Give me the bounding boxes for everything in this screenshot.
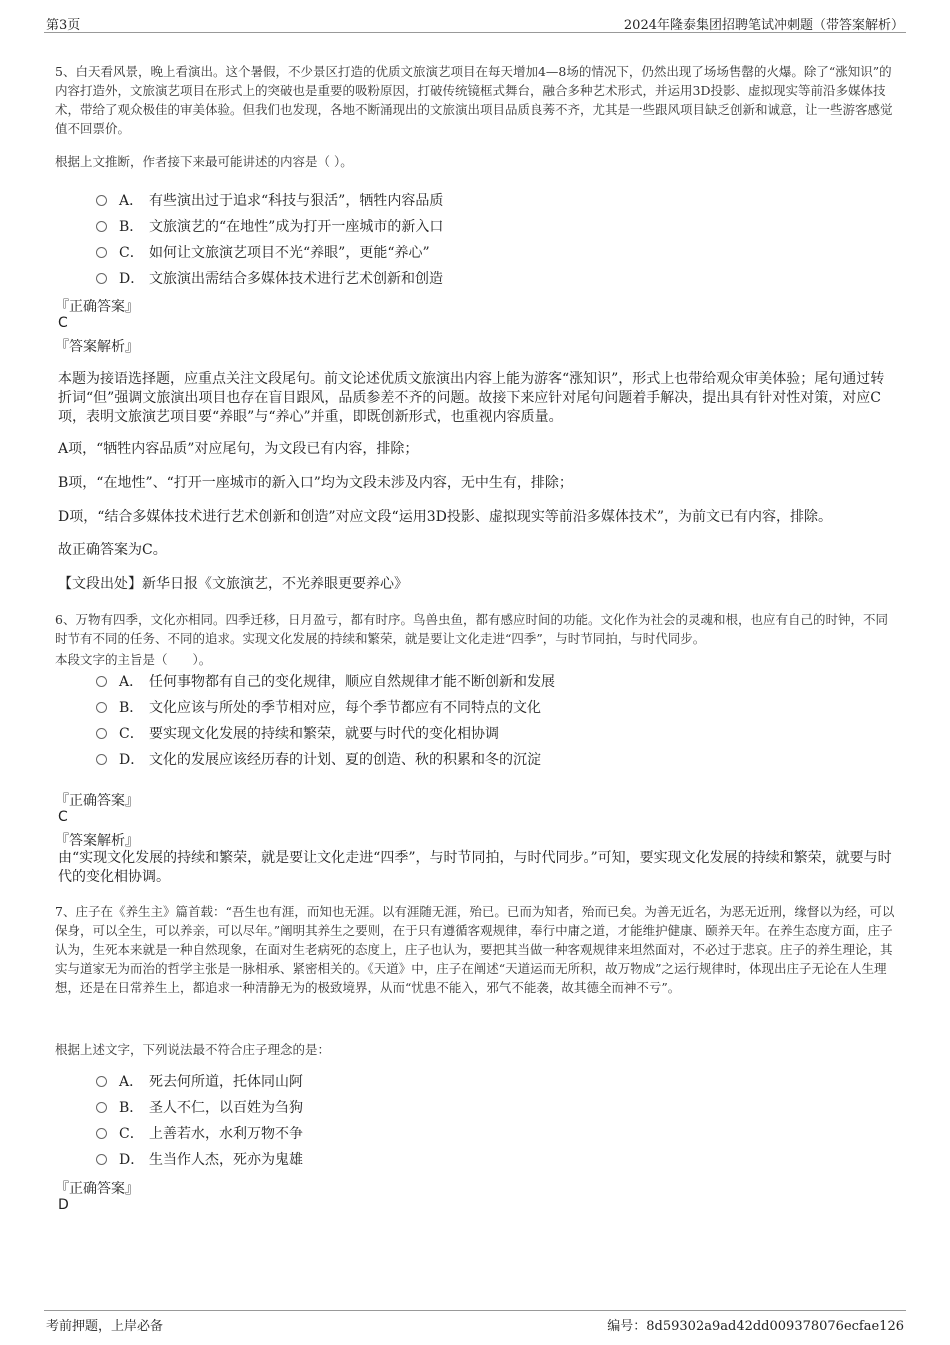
radio-icon[interactable] bbox=[96, 221, 107, 232]
q5-source: 【文段出处】新华日报《文旅演艺，不光养眼更要养心》 bbox=[58, 576, 408, 592]
q6-analysis-label: 『答案解析』 bbox=[55, 833, 139, 849]
page-header bbox=[44, 12, 906, 33]
q5-conclusion: 故正确答案为C。 bbox=[58, 542, 167, 558]
q5-exclude-a: A项，“牺牲内容品质”对应尾句，为文段已有内容，排除； bbox=[58, 441, 419, 457]
q7-question: 根据上述文字，下列说法最不符合庄子理念的是： bbox=[55, 1042, 331, 1057]
q5-stem: 5、白天看风景，晚上看演出。这个暑假，不少景区打造的优质文旅演艺项目在每天增加4—8场的情况下，仍然出现了场场售罄的火爆。除了“涨知识”的内容打造外，文旅演艺项目在形式上的突破也是重要的吸粉原因，打破传统镜框式舞台，融合多种艺术形式，并运用3D投影、虚拟现实等前沿多媒体技术，带给了观众极佳的审美体验。但我们也发现，各地不断涌现出的文旅演出项目品质良莠不齐，尤其是一些跟风项目缺乏创新和诚意，让一些游客感觉值不回票价。 bbox=[55, 64, 893, 136]
q6-answer-label: 『正确答案』 bbox=[55, 793, 139, 809]
q5-answer-label: 『正确答案』 bbox=[55, 299, 139, 315]
radio-icon[interactable] bbox=[96, 1102, 107, 1113]
q7-option-d[interactable]: D． 生当作人杰，死亦为鬼雄 bbox=[96, 1149, 856, 1171]
radio-icon[interactable] bbox=[96, 195, 107, 206]
q5-option-b[interactable]: B． 文旅演艺的“在地性”成为打开一座城市的新入口 bbox=[96, 216, 856, 238]
q5-analysis-label: 『答案解析』 bbox=[55, 339, 139, 355]
radio-icon[interactable] bbox=[96, 702, 107, 713]
radio-icon[interactable] bbox=[96, 247, 107, 258]
radio-icon[interactable] bbox=[96, 1076, 107, 1087]
q5-option-a[interactable]: A． 有些演出过于追求“科技与狠活”，牺牲内容品质 bbox=[96, 190, 856, 212]
q6-question: 本段文字的主旨是（ ）。 bbox=[55, 652, 212, 667]
q7-option-c[interactable]: C． 上善若水，水利万物不争 bbox=[96, 1123, 856, 1145]
q6-option-a[interactable]: A． 任何事物都有自己的变化规律，顺应自然规律才能不断创新和发展 bbox=[96, 671, 856, 693]
q5-option-c[interactable]: C． 如何让文旅演艺项目不光“养眼”，更能“养心” bbox=[96, 242, 856, 264]
q6-option-c[interactable]: C． 要实现文化发展的持续和繁荣，就要与时代的变化相协调 bbox=[96, 723, 856, 745]
page-number: 第3页 bbox=[46, 18, 81, 33]
q5-question: 根据上文推断，作者接下来最可能讲述的内容是（ ）。 bbox=[55, 154, 353, 169]
q5-answer: C bbox=[58, 315, 68, 331]
document-title: 2024年隆泰集团招聘笔试冲刺题（带答案解析） bbox=[623, 18, 904, 33]
radio-icon[interactable] bbox=[96, 1128, 107, 1139]
q7-option-b[interactable]: B． 圣人不仁，以百姓为刍狗 bbox=[96, 1097, 856, 1119]
radio-icon[interactable] bbox=[96, 676, 107, 687]
radio-icon[interactable] bbox=[96, 728, 107, 739]
q6-stem: 6、万物有四季，文化亦相同。四季迁移，日月盈亏，都有时序。鸟兽虫鱼，都有感应时间的功能。文化作为社会的灵魂和根，也应有自己的时钟，不同时节有不同的任务、不同的追求。实现文化发展的持续和繁荣，就是要让文化走进“四季”，与时节同拍，与时代同步。 bbox=[55, 612, 888, 646]
q7-option-a[interactable]: A． 死去何所道，托体同山阿 bbox=[96, 1071, 856, 1093]
q6-option-b[interactable]: B． 文化应该与所处的季节相对应，每个季节都应有不同特点的文化 bbox=[96, 697, 856, 719]
footer-serial: 编号：8d59302a9ad42dd009378076ecfae126 bbox=[607, 1319, 904, 1334]
q7-answer: D bbox=[58, 1197, 69, 1213]
q7-answer-label: 『正确答案』 bbox=[55, 1181, 139, 1197]
radio-icon[interactable] bbox=[96, 1154, 107, 1165]
radio-icon[interactable] bbox=[96, 273, 107, 284]
q6-option-d[interactable]: D． 文化的发展应该经历春的计划、夏的创造、秋的积累和冬的沉淀 bbox=[96, 749, 856, 771]
radio-icon[interactable] bbox=[96, 754, 107, 765]
footer-slogan: 考前押题，上岸必备 bbox=[46, 1319, 164, 1334]
q6-answer: C bbox=[58, 809, 68, 825]
q7-stem: 7、庄子在《养生主》篇首载：“吾生也有涯，而知也无涯。以有涯随无涯，殆已。已而为知者，殆而已矣。为善无近名，为恶无近刑，缘督以为经，可以保身，可以全生，可以养亲，可以尽年。”阐明其养生之要则，在于只有遵循客观规律，奉行中庸之道，才能维护健康、颐养天年。在养生态度方面，庄子认为，生死本来就是一种自然现象，在面对生老病死的态度上，庄子也认为，要把其当做一种客观规律来坦然面对，不必过于悲哀。庄子的养生理论，其实与道家无为而治的哲学主张是一脉相承、紧密相关的。《天道》中，庄子在阐述“天道运而无所积，故万物成”之运行规律时，体现出庄子无论在人生理想，还是在日常养生上，都追求一种清静无为的极致境界，从而“忧患不能入，邪气不能袭，故其德全而神不亏”。 bbox=[55, 904, 895, 995]
page-footer bbox=[44, 1310, 906, 1333]
q6-analysis: 由“实现文化发展的持续和繁荣，就是要让文化走进“四季”，与时节同拍，与时代同步。”可知，要实现文化发展的持续和繁荣，就要与时代的变化相协调。 bbox=[58, 850, 892, 885]
q5-exclude-b: B项，“在地性”、“打开一座城市的新入口”均为文段未涉及内容，无中生有，排除； bbox=[58, 475, 573, 491]
q5-option-d[interactable]: D． 文旅演出需结合多媒体技术进行艺术创新和创造 bbox=[96, 268, 856, 290]
q5-analysis: 本题为接语选择题，应重点关注文段尾句。前文论述优质文旅演出内容上能为游客“涨知识”，形式上也带给观众审美体验；尾句通过转折词“但”强调文旅演出项目也存在盲目跟风，品质参差不齐的问题。故接下来应针对尾句问题着手解决，提出具有针对性对策，对应C项，表明文旅演艺项目要“养眼”与“养心”并重，即既创新形式，也重视内容质量。 bbox=[58, 371, 885, 425]
q5-exclude-d: D项，“结合多媒体技术进行艺术创新和创造”对应文段“运用3D投影、虚拟现实等前沿多媒体技术”，为前文已有内容，排除。 bbox=[58, 509, 832, 525]
